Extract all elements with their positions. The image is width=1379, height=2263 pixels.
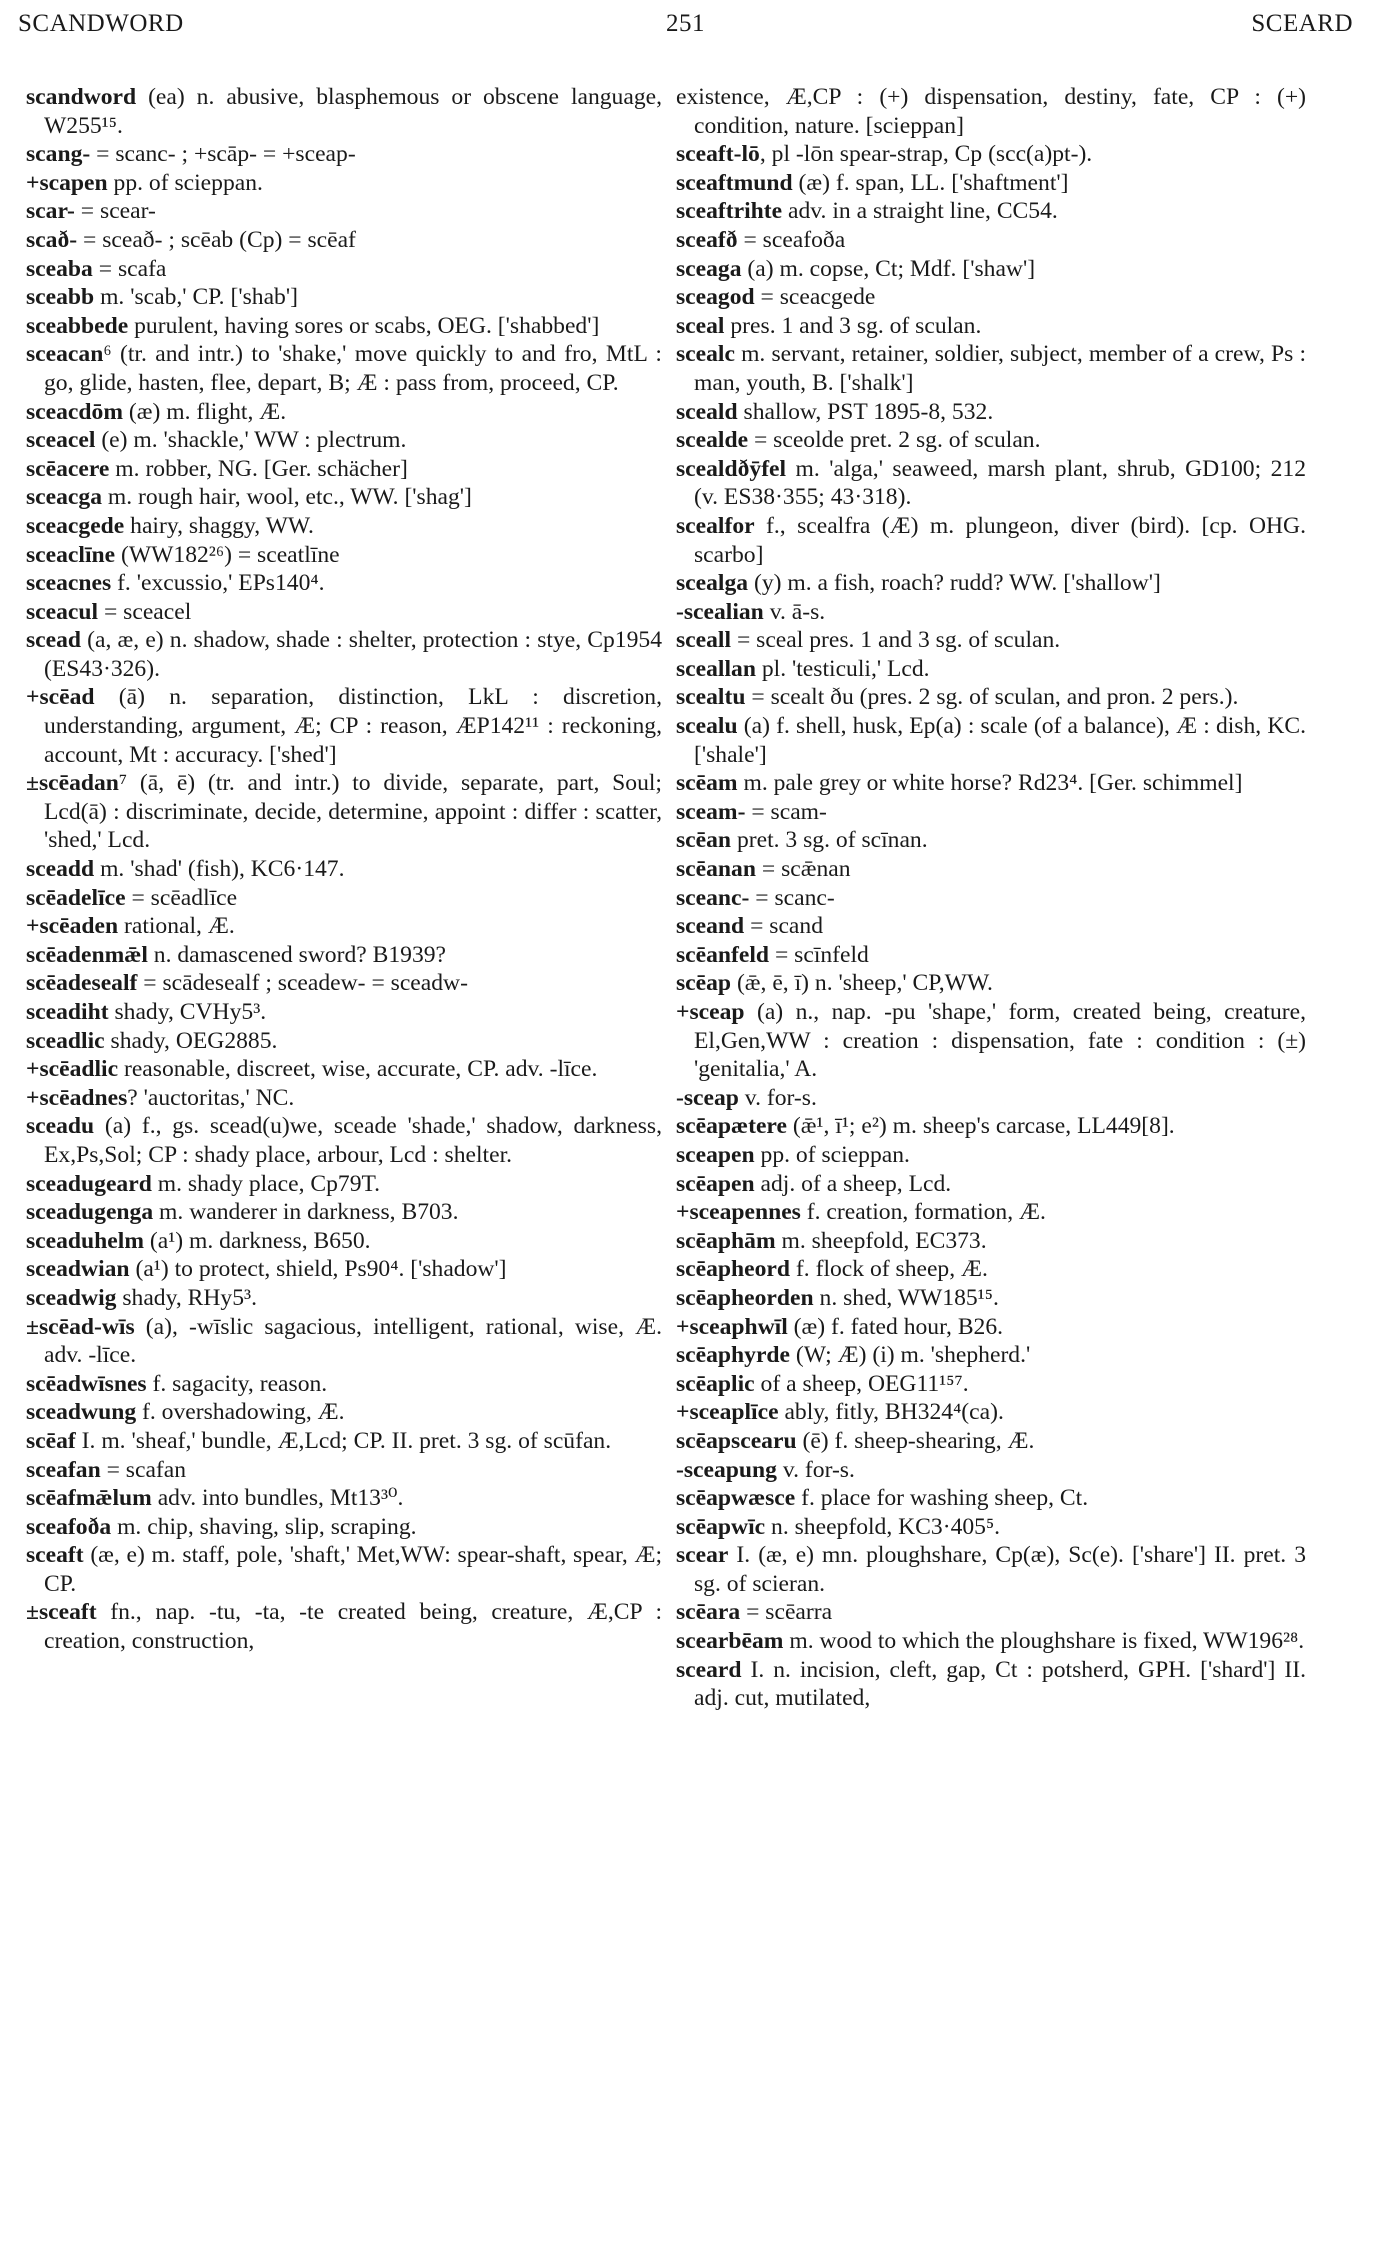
dictionary-entry [676, 884, 1306, 913]
entry-definition: fn., nap. -tu, -ta, -te created being, creature, Æ,CP : creation, construction, [44, 1599, 662, 1655]
entry-definition: m. chip, shaving, slip, scraping. [111, 1513, 417, 1540]
entry-headword: sceaduhelm [26, 1227, 144, 1254]
entry-headword: sceabb [26, 284, 95, 311]
dictionary-entry [26, 884, 662, 913]
entry-headword: scēadesealf [26, 970, 138, 997]
entry-definition: = scǣnan [755, 856, 851, 883]
entry-definition: f. flock of sheep, Æ. [790, 1256, 988, 1283]
entry-definition: = sceað- ; scēab (Cp) = scēaf [77, 226, 356, 253]
dictionary-entry [676, 569, 1306, 598]
entry-definition: I. n. incision, cleft, gap, Ct : potsherd, GPH. ['shard'] II. adj. cut, mutilated, [694, 1656, 1306, 1712]
dictionary-entry [26, 769, 662, 855]
entry-definition: I. (æ, e) mn. ploughshare, Cp(æ), Sc(e). ['share'] II. pret. 3 sg. of scieran. [694, 1542, 1306, 1597]
entry-headword: ±sceaft [26, 1599, 97, 1626]
dictionary-entry [676, 512, 1306, 569]
entry-headword: scēadenmǣl [26, 941, 148, 968]
dictionary-entry [676, 1084, 1306, 1113]
entry-headword: sceapen [676, 1141, 755, 1168]
entry-definition: = sceacgede [754, 284, 876, 311]
entry-headword: scearbēam [676, 1628, 784, 1655]
entry-definition: m. 'shad' (fish), KC6·147. [94, 856, 345, 883]
entry-definition: = sceal pres. 1 and 3 sg. of sculan. [731, 627, 1061, 654]
dictionary-entry [676, 1284, 1306, 1313]
entry-headword: scēaphām [676, 1227, 776, 1254]
dictionary-entry [26, 426, 662, 455]
dictionary-entry [26, 941, 662, 970]
dictionary-entry [26, 197, 662, 226]
entry-headword: scēapwæsce [676, 1485, 796, 1512]
dictionary-entry [676, 1513, 1306, 1542]
entry-definition: shady, CVHy5³. [108, 999, 267, 1025]
entry-headword: scēafmǣlum [26, 1485, 152, 1512]
entry-headword: sceanc- [676, 884, 750, 911]
entry-definition: I. m. 'sheaf,' bundle, Æ,Lcd; CP. II. pret. 3 sg. of scūfan. [75, 1427, 612, 1454]
dictionary-entry [676, 1170, 1306, 1199]
dictionary-entry [676, 140, 1306, 169]
entry-headword: scēap [676, 970, 732, 997]
entry-definition: (ǣ¹, ī¹; e²) m. sheep's carcase, LL449[8]. [786, 1113, 1175, 1140]
entry-definition: (ē) f. sheep-shearing, Æ. [796, 1427, 1035, 1454]
entry-headword: +scēadnes [26, 1084, 128, 1111]
entry-headword: sceaftmund [676, 169, 793, 196]
dictionary-entry [676, 1656, 1306, 1713]
entry-headword: sceard [676, 1656, 742, 1683]
dictionary-entry [26, 1541, 662, 1598]
dictionary-entry [676, 1598, 1306, 1627]
entry-definition: pp. of scieppan. [754, 1141, 910, 1168]
dictionary-entry [676, 169, 1306, 198]
entry-definition: = scādesealf ; sceadew- = sceadw- [137, 970, 468, 997]
entry-definition: (a) f., gs. scead(u)we, sceade 'shade,' shadow, darkness, Ex,Ps,Sol; CP : shady place, arbour, Lcd : shelter. [44, 1113, 662, 1168]
entry-headword: +sceaplīce [676, 1399, 779, 1426]
entry-definition: reasonable, discreet, wise, accurate, CP. adv. -līce. [118, 1056, 598, 1083]
entry-definition: m. sheepfold, EC373. [775, 1227, 987, 1254]
entry-definition: m. robber, NG. [Ger. schächer] [109, 455, 408, 482]
entry-headword: sceal [676, 312, 725, 339]
dictionary-entry [26, 1484, 662, 1513]
entry-headword: scēadwīsnes [26, 1370, 147, 1397]
entry-headword: scað- [26, 226, 78, 253]
entry-definition: (æ) m. flight, Æ. [122, 398, 287, 425]
entry-definition: ⁷ (ā, ē) (tr. and intr.) to divide, separate, part, Soul; Lcd(ā) : discriminate, decide, determine, appoint : differ : scatter, 'shed,' Lcd. [44, 770, 662, 854]
dictionary-entry [676, 283, 1306, 312]
entry-headword: sceadwian [26, 1256, 130, 1283]
entry-definition: v. ā-s. [763, 598, 826, 625]
entry-definition: f. 'excussio,' EPs140⁴. [111, 570, 325, 597]
entry-definition: m. servant, retainer, soldier, subject, member of a crew, Ps : man, youth, B. ['shalk'] [694, 341, 1306, 396]
entry-definition: purulent, having sores or scabs, OEG. ['shabbed'] [128, 312, 600, 339]
entry-definition: f., scealfra (Æ) m. plungeon, diver (bird). [cp. OHG. scarbo] [694, 512, 1306, 568]
dictionary-entry [26, 255, 662, 284]
entry-headword: sceadlic [26, 1027, 105, 1054]
dictionary-entry [26, 1313, 662, 1370]
dictionary-entry [26, 855, 662, 884]
entry-definition: m. rough hair, wool, etc., WW. ['shag'] [102, 484, 472, 511]
entry-definition: = scēadlīce [125, 884, 238, 911]
entry-headword: scēaphyrde [676, 1342, 791, 1369]
dictionary-entry [676, 1427, 1306, 1456]
entry-headword: sceacnes [26, 570, 112, 597]
dictionary-entry [26, 1112, 662, 1169]
dictionary-entry [676, 1227, 1306, 1256]
entry-definition: m. shady place, Cp79T. [151, 1170, 381, 1197]
dictionary-entry [26, 226, 662, 255]
header-first-word: SCANDWORD [18, 10, 184, 37]
dictionary-entry [676, 197, 1306, 226]
entry-headword: sceaft [26, 1542, 84, 1569]
entry-headword: sceaga [676, 255, 742, 282]
entry-definition: hairy, shaggy, WW. [124, 512, 314, 539]
dictionary-entry [676, 1627, 1306, 1656]
dictionary-entry [676, 826, 1306, 855]
dictionary-entry [26, 1027, 662, 1056]
dictionary-entry [26, 1198, 662, 1227]
dictionary-entry [676, 626, 1306, 655]
entry-definition: m. 'alga,' seaweed, marsh plant, shrub, GD100; 212 (v. ES38·355; 43·318). [694, 455, 1306, 511]
entry-definition: existence, Æ,CP : (+) dispensation, destiny, fate, CP : (+) condition, nature. [scieppan] [676, 84, 1306, 139]
entry-definition: (ǣ, ē, ī) n. 'sheep,' CP,WW. [731, 970, 993, 997]
entry-headword: scandword [26, 84, 137, 110]
entry-definition: = scēarra [740, 1599, 833, 1626]
entry-headword: sceadugeard [26, 1170, 152, 1197]
entry-definition: v. for-s. [776, 1456, 855, 1483]
entry-definition: m. wanderer in darkness, B703. [153, 1199, 459, 1226]
entry-definition: m. pale grey or white horse? Rd23⁴. [Ger. schimmel] [737, 770, 1243, 797]
entry-headword: +sceap [676, 999, 745, 1025]
dictionary-entry [676, 312, 1306, 341]
entry-headword: sceacgede [26, 512, 125, 539]
entry-definition: (a) f. shell, husk, Ep(a) : scale (of a balance), Æ : dish, KC. ['shale'] [694, 713, 1306, 768]
entry-definition: pp. of scieppan. [107, 169, 263, 196]
dictionary-entry [26, 1513, 662, 1542]
entry-headword: sceafoða [26, 1513, 112, 1540]
dictionary-entry [676, 1255, 1306, 1284]
dictionary-entry [676, 655, 1306, 684]
entry-definition: = scafa [92, 255, 167, 282]
entry-definition: pret. 3 sg. of scīnan. [731, 827, 928, 854]
entry-headword: sceadiht [26, 999, 109, 1025]
entry-headword: scēan [676, 827, 732, 854]
dictionary-entry [676, 941, 1306, 970]
entry-headword: scealtu [676, 684, 746, 711]
entry-definition: f. creation, formation, Æ. [800, 1199, 1046, 1226]
entry-headword: sceaft-lō [676, 141, 760, 168]
entry-definition: = scear- [74, 198, 156, 225]
page-number: 251 [666, 10, 705, 37]
entry-headword: sceacga [26, 484, 102, 511]
dictionary-entry [676, 855, 1306, 884]
dictionary-entry [676, 340, 1306, 397]
entry-definition: rational, Æ. [118, 913, 235, 940]
entry-headword: sceadwung [26, 1399, 137, 1426]
entry-headword: +scēad [26, 684, 95, 711]
dictionary-entry [676, 226, 1306, 255]
entry-headword: +sceapennes [676, 1199, 801, 1226]
entry-headword: scēadelīce [26, 884, 126, 911]
entry-definition: f. place for washing sheep, Ct. [795, 1485, 1089, 1512]
dictionary-entry [676, 1456, 1306, 1485]
dictionary-entry [676, 683, 1306, 712]
header-last-word: SCEARD [1251, 10, 1353, 37]
dictionary-entry [26, 398, 662, 427]
entry-definition: = scealt ðu (pres. 2 sg. of sculan, and pron. 2 pers.). [745, 684, 1239, 711]
entry-headword: scealfor [676, 512, 755, 539]
entry-headword: sceaba [26, 255, 93, 282]
entry-headword: sceaclīne [26, 541, 116, 568]
dictionary-entry [676, 426, 1306, 455]
entry-headword: -sceapung [676, 1456, 777, 1483]
entry-definition: ⁶ (tr. and intr.) to 'shake,' move quickly to and fro, MtL : go, glide, hasten, flee, depart, B; Æ : pass from, proceed, CP. [44, 341, 662, 396]
entry-headword: scēara [676, 1599, 741, 1626]
dictionary-entry [676, 398, 1306, 427]
dictionary-entry [26, 140, 662, 169]
entry-headword: scealc [676, 341, 735, 368]
dictionary-entry [26, 1227, 662, 1256]
entry-definition: = scand [744, 913, 823, 940]
entry-definition: n. shed, WW185¹⁵. [813, 1284, 999, 1311]
entry-definition: of a sheep, OEG11¹⁵⁷. [754, 1370, 969, 1397]
dictionary-entry [26, 1398, 662, 1427]
dictionary-entry [26, 1284, 662, 1313]
entry-headword: scēacere [26, 455, 110, 482]
dictionary-entry [26, 569, 662, 598]
entry-headword: scēanan [676, 856, 756, 883]
dictionary-entry [26, 483, 662, 512]
dictionary-entry [26, 455, 662, 484]
entry-headword: scēapwīc [676, 1513, 766, 1540]
entry-headword: sceacdōm [26, 398, 123, 425]
entry-definition: adv. in a straight line, CC54. [782, 198, 1058, 225]
entry-headword: scēapscearu [676, 1427, 797, 1454]
entry-definition: pl. 'testiculi,' Lcd. [755, 655, 930, 682]
entry-headword: -sceap [676, 1084, 739, 1111]
dictionary-entry [676, 769, 1306, 798]
dictionary-entry [26, 541, 662, 570]
entry-definition: = scīnfeld [769, 941, 869, 968]
entry-definition: m. wood to which the ploughshare is fixed, WW196²⁸. [783, 1628, 1305, 1655]
entry-headword: sceafð [676, 226, 738, 253]
entry-headword: ±scēadan [26, 770, 119, 797]
dictionary-entry [676, 712, 1306, 769]
dictionary-entry [26, 312, 662, 341]
dictionary-entry [26, 1370, 662, 1399]
entry-definition: (a) m. copse, Ct; Mdf. ['shaw'] [741, 255, 1036, 282]
entry-definition: ? 'auctoritas,' NC. [127, 1084, 295, 1111]
entry-definition: = scanc- ; +scāp- = +sceap- [90, 141, 356, 168]
entry-headword: sceabbede [26, 312, 129, 339]
entry-headword: scēapheorden [676, 1284, 814, 1311]
entry-definition: = sceolde pret. 2 sg. of sculan. [748, 427, 1041, 454]
dictionary-entry [26, 1084, 662, 1113]
entry-headword: sceadugenga [26, 1199, 154, 1226]
entry-headword: sceald [676, 398, 738, 425]
entry-definition: (a) n., nap. -pu 'shape,' form, created being, creature, El,Gen,WW : creation : dispensation, fate : condition : (±) 'genitalia,' A. [694, 999, 1306, 1083]
dictionary-entry [676, 1198, 1306, 1227]
entry-headword: +scēadlic [26, 1056, 119, 1083]
dictionary-entry [676, 455, 1306, 512]
dictionary-entry [26, 1456, 662, 1485]
entry-headword: sceagod [676, 284, 755, 311]
dictionary-entry [26, 83, 662, 140]
entry-definition: , pl -lōn spear-strap, Cp (scc(a)pt-). [759, 141, 1093, 168]
entry-definition: (a¹) to protect, shield, Ps90⁴. ['shadow'] [129, 1256, 507, 1283]
right-column [676, 83, 1306, 2258]
entry-headword: scear [676, 1542, 729, 1569]
dictionary-entry [26, 1170, 662, 1199]
entry-definition: ably, fitly, BH324⁴(ca). [778, 1399, 1004, 1426]
entry-definition: (W; Æ) (i) m. 'shepherd.' [790, 1342, 1031, 1369]
dictionary-entry [676, 998, 1306, 1084]
entry-definition: f. overshadowing, Æ. [136, 1399, 345, 1426]
entry-headword: scēaplic [676, 1370, 755, 1397]
dictionary-entry [26, 626, 662, 683]
dictionary-entry [676, 969, 1306, 998]
dictionary-entry [26, 598, 662, 627]
dictionary-entry [676, 1484, 1306, 1513]
entry-definition: f. sagacity, reason. [146, 1370, 328, 1397]
dictionary-entry [26, 1055, 662, 1084]
dictionary-entry [26, 1427, 662, 1456]
entry-definition: v. for-s. [738, 1084, 817, 1111]
entry-definition: pres. 1 and 3 sg. of sculan. [724, 312, 982, 339]
entry-definition: n. sheepfold, KC3·405⁵. [765, 1513, 1001, 1540]
dictionary-entry [26, 283, 662, 312]
dictionary-entry [676, 1398, 1306, 1427]
dictionary-entry [676, 1112, 1306, 1141]
page-header [18, 10, 1353, 46]
entry-definition: (æ, e) m. staff, pole, 'shaft,' Met,WW: spear-shaft, spear, Æ; CP. [44, 1542, 662, 1597]
entry-headword: scealdðȳfel [676, 455, 787, 482]
dictionary-entry [26, 512, 662, 541]
dictionary-entry [26, 1255, 662, 1284]
entry-headword: +sceaphwīl [676, 1313, 788, 1340]
entry-headword: +scapen [26, 169, 108, 196]
entry-definition: = scafan [100, 1456, 187, 1483]
entry-headword: sceacan [26, 341, 104, 368]
entry-headword: sceall [676, 627, 732, 654]
entry-headword: sceacul [26, 598, 99, 625]
dictionary-entry [676, 598, 1306, 627]
entry-definition: = scanc- [749, 884, 835, 911]
entry-definition: n. damascened sword? B1939? [147, 941, 447, 968]
left-column [26, 83, 662, 2258]
entry-definition: (æ) f. fated hour, B26. [787, 1313, 1004, 1340]
entry-headword: sceafan [26, 1456, 101, 1483]
dictionary-entry [676, 1341, 1306, 1370]
entry-definition: = sceacel [98, 598, 192, 625]
entry-definition: (ā) n. separation, distinction, LkL : discretion, understanding, argument, Æ; CP : reason, ÆP142¹¹ : reckoning, account, Mt : accuracy. ['shed'] [44, 684, 662, 768]
entry-headword: scēapætere [676, 1113, 787, 1140]
entry-headword: scar- [26, 198, 75, 225]
entry-headword: scēanfeld [676, 941, 770, 968]
dictionary-entry [676, 1141, 1306, 1170]
entry-headword: -scealian [676, 598, 764, 625]
entry-definition: = sceafoða [737, 226, 846, 253]
entry-definition: shady, RHy5³. [116, 1284, 257, 1311]
entry-definition: (a, æ, e) n. shadow, shade : shelter, protection : stye, Cp1954 (ES43·326). [44, 627, 662, 682]
entry-definition: adv. into bundles, Mt13³⁰. [151, 1485, 404, 1512]
dictionary-entry [676, 255, 1306, 284]
entry-definition: (ea) n. abusive, blasphemous or obscene language, W255¹⁵. [44, 84, 662, 139]
entry-headword: scead [26, 627, 82, 654]
entry-headword: scealde [676, 427, 749, 454]
entry-headword: scēam [676, 770, 738, 797]
entry-headword: scēapen [676, 1170, 755, 1197]
entry-headword: sceacel [26, 427, 96, 454]
entry-definition: shady, OEG2885. [104, 1027, 278, 1054]
entry-definition: m. 'scab,' CP. ['shab'] [94, 284, 298, 311]
dictionary-entry [676, 1370, 1306, 1399]
dictionary-entry [676, 1313, 1306, 1342]
dictionary-entry [26, 340, 662, 397]
dictionary-entry [26, 998, 662, 1027]
entry-headword: sceand [676, 913, 745, 940]
entry-headword: sceam- [676, 798, 746, 825]
entry-definition: (y) m. a fish, roach? rudd? WW. ['shallow'] [748, 570, 1161, 597]
entry-definition: (WW182²⁶) = sceatlīne [115, 541, 340, 568]
entry-headword: sceaftrihte [676, 198, 783, 225]
dictionary-entry [676, 1541, 1306, 1598]
entry-definition: (a), -wīslic sagacious, intelligent, rational, wise, Æ. adv. -līce. [44, 1313, 662, 1369]
entry-headword: scang- [26, 141, 91, 168]
entry-headword: scēapheord [676, 1256, 791, 1283]
entry-headword: sceadwig [26, 1284, 117, 1311]
dictionary-entry [26, 169, 662, 198]
entry-definition: (a¹) m. darkness, B650. [143, 1227, 371, 1254]
entry-definition: adj. of a sheep, Lcd. [754, 1170, 952, 1197]
entry-definition: (e) m. 'shackle,' WW : plectrum. [95, 427, 407, 454]
dictionary-entry [676, 798, 1306, 827]
dictionary-entry [676, 912, 1306, 941]
dictionary-entry [26, 969, 662, 998]
dictionary-entry [676, 83, 1306, 140]
dictionary-entry [26, 912, 662, 941]
dictionary-entry [26, 683, 662, 769]
entry-definition: = scam- [745, 798, 827, 825]
entry-headword: sceadd [26, 856, 95, 883]
entry-headword: ±scēad-wīs [26, 1313, 135, 1340]
entry-headword: scēaf [26, 1427, 76, 1454]
entry-headword: +scēaden [26, 913, 119, 940]
entry-headword: scealga [676, 570, 749, 597]
entry-headword: scealu [676, 713, 738, 740]
entry-headword: sceadu [26, 1113, 95, 1140]
dictionary-entry [26, 1598, 662, 1655]
entry-definition: shallow, PST 1895-8, 532. [737, 398, 994, 425]
entry-definition: (æ) f. span, LL. ['shaftment'] [792, 169, 1069, 196]
entry-headword: sceallan [676, 655, 756, 682]
